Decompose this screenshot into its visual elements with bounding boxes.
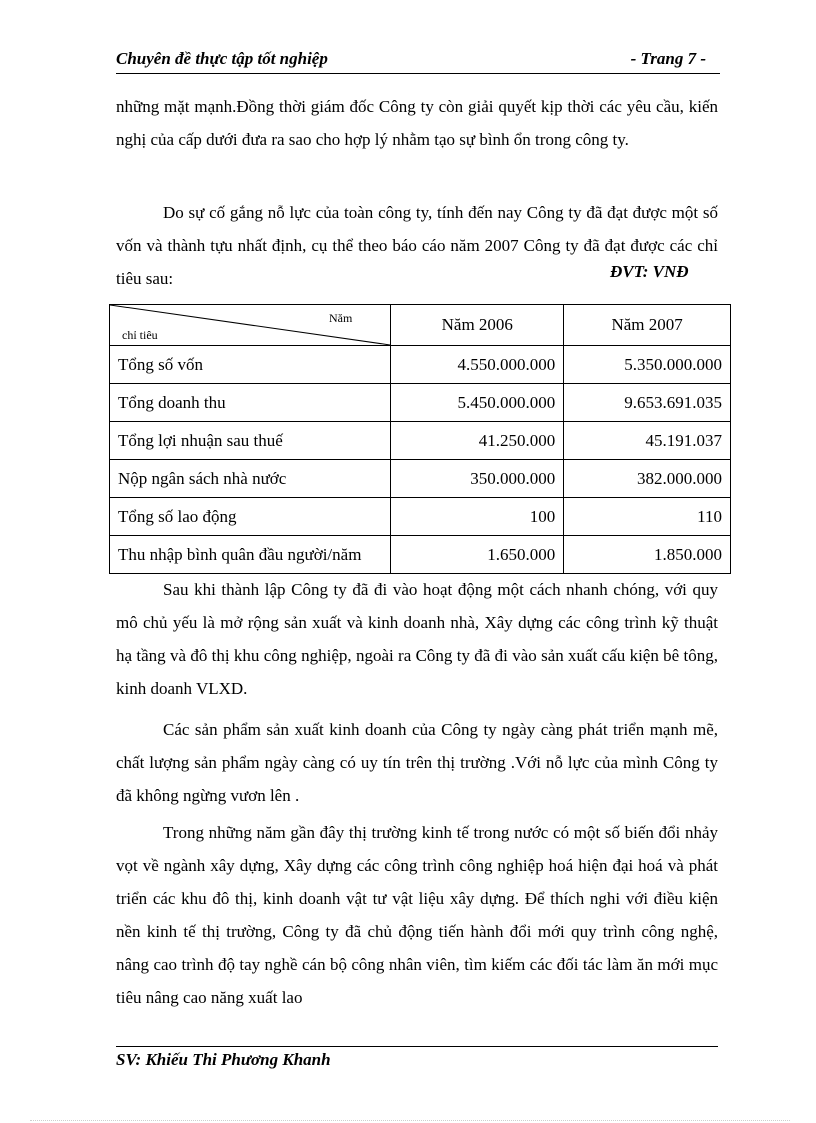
value-2006: 41.250.000 xyxy=(391,422,564,460)
table-row xyxy=(110,460,731,498)
table-row xyxy=(110,498,731,536)
column-header-2007: Năm 2007 xyxy=(564,305,731,346)
row-label: Nộp ngân sách nhà nước xyxy=(110,460,391,498)
page-number: - Trang 7 - xyxy=(630,49,706,68)
table-corner-cell xyxy=(110,305,391,346)
table-row xyxy=(110,346,731,384)
corner-year-label: Năm xyxy=(329,311,353,325)
value-2007: 9.653.691.035 xyxy=(564,384,731,422)
paragraph-1 xyxy=(116,90,718,156)
column-header-2006: Năm 2006 xyxy=(391,305,564,346)
paragraph-2-text: Do sự cố gắng nỗ lực của toàn công ty, tính đến nay Công ty đã đạt được một số vốn và thành tựu nhất định, cụ thể theo báo cáo năm 2007 Công ty đã đạt được các chỉ tiêu sau: xyxy=(116,203,718,288)
paragraph-4-text: Các sản phẩm sản xuất kinh doanh của Công ty ngày càng phát triển mạnh mẽ, chất lượng sản phẩm ngày càng có uy tín trên thị trường .Với nỗ lực của mình Công ty đã không ngừng vươn lên . xyxy=(116,720,718,805)
table-row xyxy=(110,536,731,574)
value-2007: 45.191.037 xyxy=(564,422,731,460)
value-2007: 1.850.000 xyxy=(564,536,731,574)
row-label: Tổng số lao động xyxy=(110,498,391,536)
value-2006: 100 xyxy=(391,498,564,536)
table-row xyxy=(110,422,731,460)
row-label: Tổng số vốn xyxy=(110,346,391,384)
unit-label: ĐVT: VNĐ xyxy=(610,262,689,281)
row-label: Thu nhập bình quân đầu người/năm xyxy=(110,536,391,574)
paragraph-5-text: Trong những năm gần đây thị trường kinh tế trong nước có một số biến đổi nhảy vọt về ngành xây dựng, Xây dựng các công trình công nghiệp hoá hiện đại hoá và phát triển các khu đô thị, kinh doanh vật tư vật liệu xây dựng. Để thích nghi với điều kiện nền kinh tế thị trường, Công ty đã chủ động tiến hành đổi mới quy trình công nghệ, nâng cao trình độ tay nghề cán bộ công nhân viên, tìm kiếm các đối tác làm ăn mới mục tiêu nâng cao năng xuất lao xyxy=(116,823,718,1007)
row-label: Tổng doanh thu xyxy=(110,384,391,422)
indicators-table xyxy=(109,304,731,574)
student-name: SV: Khiếu Thi Phương Khanh xyxy=(116,1050,331,1069)
footer-divider xyxy=(116,1046,718,1047)
page-header xyxy=(116,47,720,74)
value-2007: 110 xyxy=(564,498,731,536)
corner-indicator-label: chỉ tiêu xyxy=(122,328,158,342)
table-row xyxy=(110,384,731,422)
document-title: Chuyên đề thực tập tốt nghiệp xyxy=(116,49,328,68)
row-label: Tổng lợi nhuận sau thuế xyxy=(110,422,391,460)
paragraph-3 xyxy=(116,573,718,705)
paragraph-5 xyxy=(116,816,718,1014)
paragraph-3-text: Sau khi thành lập Công ty đã đi vào hoạt động một cách nhanh chóng, với quy mô chủ yếu là mở rộng sản xuất và kinh doanh nhà, Xây dựng các công trình kỹ thuật hạ tầng và đô thị khu công nghiệp, ngoài ra Công ty đã đi vào sản xuất cấu kiện bê tông, kinh doanh VLXD. xyxy=(116,580,718,698)
value-2006: 350.000.000 xyxy=(391,460,564,498)
value-2007: 382.000.000 xyxy=(564,460,731,498)
paragraph-4 xyxy=(116,713,718,812)
page-bottom-edge xyxy=(30,1120,790,1121)
paragraph-1-text: những mặt mạnh.Đồng thời giám đốc Công ty còn giải quyết kịp thời các yêu cầu, kiến nghị của cấp dưới đưa ra sao cho hợp lý nhằm tạo sự bình ổn trong công ty. xyxy=(116,97,718,149)
value-2006: 4.550.000.000 xyxy=(391,346,564,384)
value-2007: 5.350.000.000 xyxy=(564,346,731,384)
value-2006: 5.450.000.000 xyxy=(391,384,564,422)
value-2006: 1.650.000 xyxy=(391,536,564,574)
table-header-row xyxy=(110,305,731,346)
